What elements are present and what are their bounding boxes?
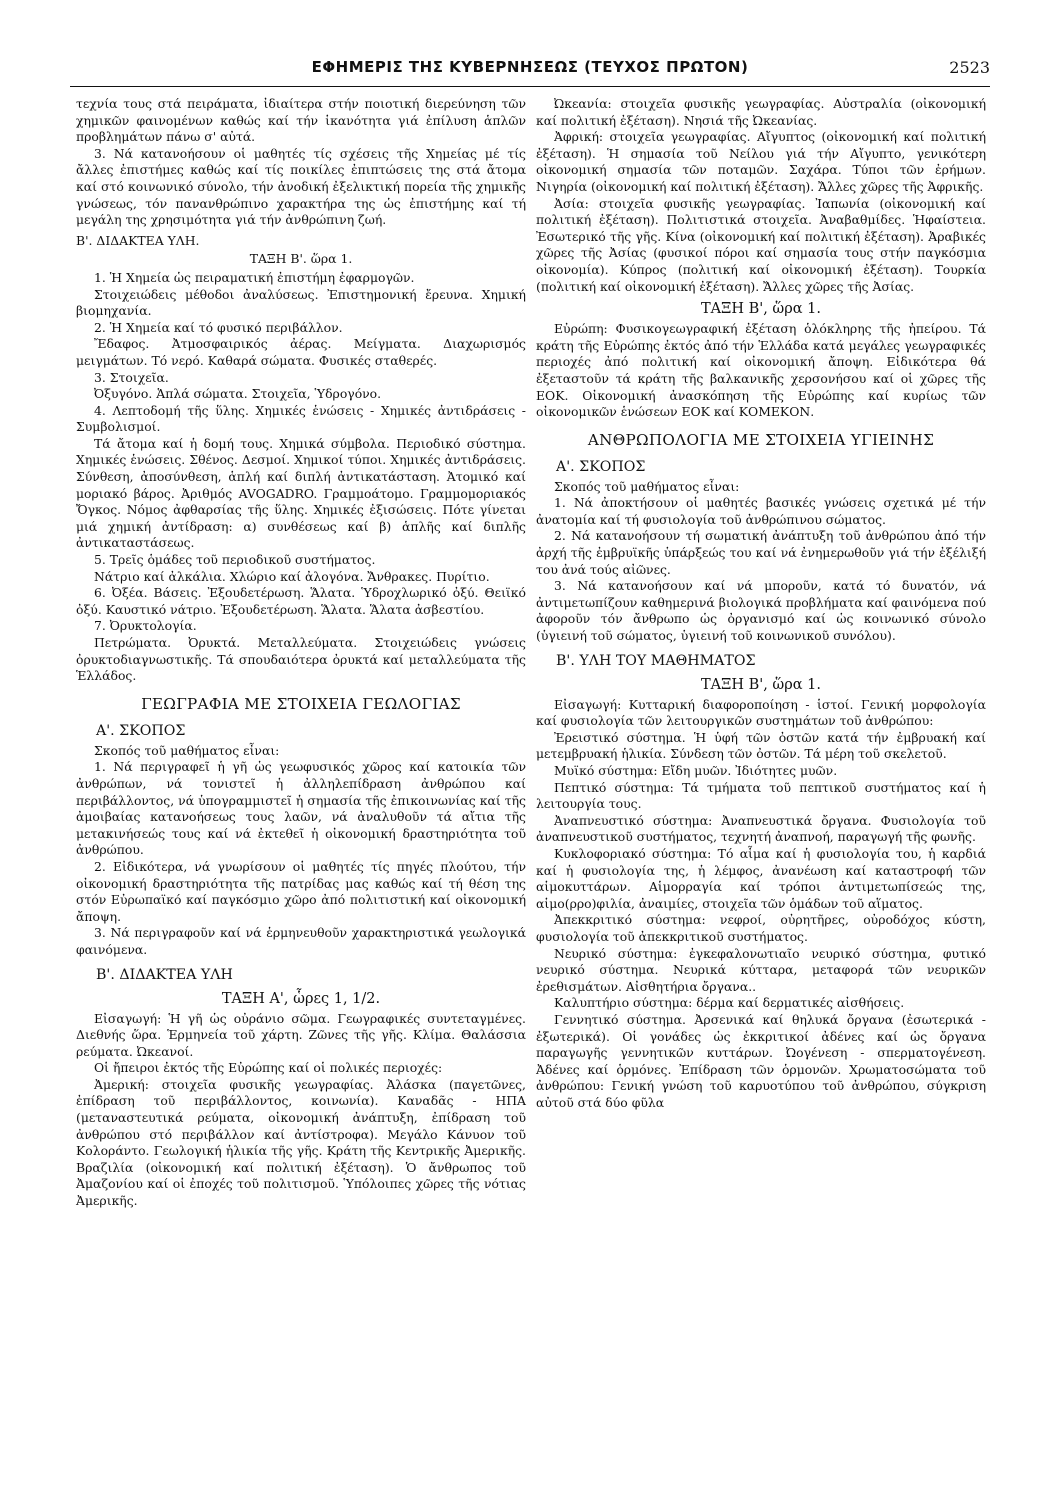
list-item: 6. Ὀξέα. Βάσεις. Ἐξουδετέρωση. Ἅλατα. Ὑδροχλωρικό ὀξύ. Θειϊκό ὀξύ. Καυστικό νάτριο. Ἐξουδετέρωση. Ἅλατα. Ἅλατα ἀσβεστίου.: [76, 585, 526, 617]
paragraph: Ἀσία: στοιχεῖα φυσικῆς γεωγραφίας. Ἰαπωνία (οἰκονομική καί πολιτική ἐξέταση). Πολιτιστικά στοιχεῖα. Ἀναβαθμίδες. Ἡφαίστεια. Ἐσωτερικό τῆς γῆς. Κίνα (οἰκονομική καί πολιτική ἐξέταση). Ἀραβικές χῶρες τῆς Ἀσίας (φυσικοί πόροι καί σημασία τους στήν παγκόσμια οἰκονομία). Κύπρος (πολιτική καί οἰκονομική ἐξέταση). Τουρκία (πολιτική καί οἰκονομική ἐξέταση). Ἄλλες χῶρες τῆς Ἀσίας.: [536, 195, 986, 294]
gazette-title: ΕΦΗΜΕΡΙΣ ΤΗΣ ΚΥΒΕΡΝΗΣΕΩΣ (ΤΕΥΧΟΣ ΠΡΩΤΟΝ): [311, 58, 749, 76]
paragraph: Ἀμερική: στοιχεῖα φυσικῆς γεωγραφίας. Ἀλάσκα (παγετῶνες, ἐπίδραση τοῦ περιβάλλοντος, κοινωνία). Καναδᾶς - ΗΠΑ (μεταναστευτικά ρεύματα, οἰκονομική ἀνάπτυξη, ἐπίδραση τοῦ ἀνθρώπου στό περιβάλλον καί ἀντίστροφα). Μεγάλο Κάνυον τοῦ Κολοράντο. Γεωλογική ἡλικία τῆς γῆς. Κράτη τῆς Κεντρικῆς Ἀμερικῆς. Βραζιλία (οἰκονομική καί πολιτική ἐξέταση). Ὁ ἄνθρωπος τοῦ Ἀμαζονίου καί οἱ ἐποχές τοῦ πολιτισμοῦ. Ὑπόλοιπες χῶρες τῆς νότιας Ἀμερικῆς.: [76, 1076, 526, 1209]
class-heading: ΤΑΞΗ Β', ὥρα 1.: [700, 301, 822, 318]
list-item: 2. Εἰδικότερα, νά γνωρίσουν οἱ μαθητές τίς πηγές πλούτου, τήν οἰκονομική δραστηριότητα τῆς πατρίδας μας καθώς καί τή θέση της στόν Εὐρωπαϊκό καί παγκόσμιο χῶρο ἀπό πολιτιστική καί οἰκονομική ἄποψη.: [76, 858, 526, 924]
list-item: 1. Νά ἀποκτήσουν οἱ μαθητές βασικές γνώσεις σχετικά μέ τήν ἀνατομία καί τή φυσιολογία τοῦ ἀνθρώπινου σώματος.: [536, 495, 986, 527]
paragraph: Ὠκεανία: στοιχεῖα φυσικῆς γεωγραφίας. Αὐστραλία (οἰκονομική καί πολιτική ἐξέταση). Νησιά τῆς Ὠκεανίας.: [536, 96, 986, 128]
paragraph: Οἱ ἤπειροι ἐκτός τῆς Εὐρώπης καί οἱ πολικές περιοχές:: [94, 1060, 443, 1076]
class-heading: ΤΑΞΗ Β', ὥρα 1.: [700, 676, 822, 693]
paragraph: τεχνία τους στά πειράματα, ἰδιαίτερα στήν ποιοτική διερεύνηση τῶν χημικῶν φαινομένων καθώς καί τήν ἱκανότητα γιά ἐπίλυση ἁπλῶν προβλημάτων πάνω σ' αὐτά.: [76, 96, 526, 145]
paragraph: Σκοπός τοῦ μαθήματος εἶναι:: [94, 742, 280, 758]
page-header: [70, 50, 990, 87]
paragraph: Ὀξυγόνο. Ἁπλά σώματα. Στοιχεῖα, Ὑδρογόνο.: [94, 386, 382, 402]
paragraph: Στοιχειώδεις μέθοδοι ἀναλύσεως. Ἐπιστημονική ἔρευνα. Χημική βιομηχανία.: [76, 286, 526, 319]
list-item: 3. Νά κατανοήσουν καί νά μποροῦν, κατά τό δυνατόν, νά ἀντιμετωπίζουν καθημερινά βιολογικά προβλήματα καί φαινόμενα πού ἀφοροῦν τόν ἄνθρωπο ὡς ὀργανισμό καί ὡς κοινωνικό σύνολο (ὑγιεινή τοῦ σώματος, ὑγιεινή τοῦ κοινωνικοῦ συνόλου).: [536, 578, 986, 644]
list-item: 5. Τρεῖς ὁμάδες τοῦ περιοδικοῦ συστήματος.: [94, 552, 376, 568]
paragraph: Εὐρώπη: Φυσικογεωγραφική ἐξέταση ὁλόκληρης τῆς ἠπείρου. Τά κράτη τῆς Εὐρώπης ἐκτός ἀπό τήν Ἑλλάδα κατά μεγάλες γεωγραφικές περιοχές ἀπό πολιτική καί οἰκονομική ἄποψη. Εἰδικότερα θά ἐξεταστοῦν τά κράτη τῆς βαλκανικῆς χερσονήσου καί οἱ χῶρες τῆς ΕΟΚ. Οἰκονομική ἀνασκόπηση τῆς Εὐρώπης καί κυρίως τῶν οἰκονομικῶν ἑνώσεων ΕΟΚ καί ΚΟΜΕΚΟΝ.: [536, 321, 986, 420]
paragraph: Νευρικό σύστημα: ἐγκεφαλονωτιαῖο νευρικό σύστημα, φυτικό νευρικό σύστημα. Νευρικά κύτταρα, μεταφορά τῶν νευρικῶν ἐρεθισμάτων. Αἰσθητήρια ὄργανα..: [536, 945, 986, 994]
list-item: 2. Ἡ Χημεία καί τό φυσικό περιβάλλον.: [94, 319, 343, 335]
paragraph: Γεννητικό σύστημα. Ἀρσενικά καί θηλυκά ὄργανα (ἐσωτερικά - ἐξωτερικά). Οἱ γονάδες ὡς ἐκκριτικοί ἀδένες καί ὡς ὄργανα παραγωγῆς γεννητικῶν κυττάρων. Ὠογένεση - σπερματογένεση. Ἀδένες καί ὁρμόνες. Ἐπίδραση τῶν ὁρμονῶν. Χρωματοσώματα τοῦ ἀνθρώπου: Γενική γνώση τοῦ καρυοτύπου τοῦ ἀνθρώπου, σύγκριση αὐτοῦ στά δύο φῦλα: [536, 1011, 986, 1110]
paragraph: Πεπτικό σύστημα: Τά τμήματα τοῦ πεπτικοῦ συστήματος καί ἡ λειτουργία τους.: [536, 779, 986, 812]
paragraph: Ἀπεκκριτικό σύστημα: νεφροί, οὐρητῆρες, οὐροδόχος κύστη, φυσιολογία τοῦ ἀπεκκριτικοῦ συστήματος.: [536, 912, 986, 944]
paragraph: Ἔδαφος. Ἀτμοσφαιρικός ἀέρας. Μείγματα. Διαχωρισμός μειγμάτων. Τό νερό. Καθαρά σώματα. Φυσικές σταθερές.: [76, 336, 526, 368]
list-item: 2. Νά κατανοήσουν τή σωματική ἀνάπτυξη τοῦ ἀνθρώπου ἀπό τήν ἀρχή τῆς ἐμβρυϊκῆς ὑπάρξεώς του καί νά ἐνημερωθοῦν γιά τήν ἐξέλιξή του ἀνά τούς αἰῶνες.: [536, 528, 986, 577]
class-heading: ΤΑΞΗ Β'. ὥρα 1.: [249, 251, 353, 267]
list-item: 1. Νά περιγραφεῖ ἡ γῆ ὡς γεωφυσικός χῶρος καί κατοικία τῶν ἀνθρώπων, νά τονιστεῖ ἡ ἀλληλεπίδραση ἀνθρώπου καί περιβάλλοντος, νά ὑπογραμμιστεῖ ἡ σημασία τῆς ἐπικοινωνίας καί τῆς ἀμοιβαίας κατανοήσεως τους λαῶν, νά ἀναλυθοῦν τά αἴτια τῆς μετακινήσεώς τους καί νά ἐκτεθεῖ ἡ οἰκονομική δραστηριότητα τοῦ ἀνθρώπου.: [76, 759, 526, 858]
section-heading: Α'. ΣΚΟΠΟΣ: [556, 458, 646, 475]
section-heading: Α'. ΣΚΟΠΟΣ: [96, 722, 186, 739]
paragraph: Μυϊκό σύστημα: Εἴδη μυῶν. Ἰδιότητες μυῶν.: [554, 763, 838, 778]
paragraph: Εἰσαγωγή: Κυτταρική διαφοροποίηση - ἱστοί. Γενική μορφολογία καί φυσιολογία τῶν λειτουργικῶν συστημάτων τοῦ ἀνθρώπου:: [536, 696, 986, 729]
class-heading: ΤΑΞΗ Α', ὧρες 1, 1/2.: [221, 990, 381, 1007]
paragraph: Εἰσαγωγή: Ἡ γῆ ὡς οὐράνιο σῶμα. Γεωγραφικές συντεταγμένες. Διεθνής ὥρα. Ἑρμηνεία τοῦ χάρτη. Ζῶνες τῆς γῆς. Κλίμα. Θαλάσσια ρεύματα. Ὠκεανοί.: [76, 1010, 526, 1059]
list-item: 3. Νά περιγραφοῦν καί νά ἑρμηνευθοῦν χαρακτηριστικά γεωλογικά φαινόμενα.: [76, 925, 526, 957]
paragraph: Κυκλοφοριακό σύστημα: Τό αἷμα καί ἡ φυσιολογία του, ἡ καρδιά καί ἡ φυσιολογία της, ἡ λέμφος, ἀνανέωση καί καταστροφή τῶν αἱμοκυττάρων. Αἱμορραγία καί τρόποι ἀντιμετωπίσεώς της, αἱμο(ρρο)φιλία, ἀναιμίες, στοιχεῖα τῶν ὁμάδων τοῦ αἵματος.: [536, 845, 986, 911]
list-item: 1. Ἡ Χημεία ὡς πειραματική ἐπιστήμη ἐφαρμογῶν.: [94, 269, 415, 285]
page-number: 2523: [949, 58, 990, 77]
right-column: [536, 96, 986, 1111]
left-column: [76, 96, 526, 1210]
paragraph: 3. Νά κατανοήσουν οἱ μαθητές τίς σχέσεις τῆς Χημείας μέ τίς ἄλλες ἐπιστήμες καθώς καί τίς ποικίλες ἐπιπτώσεις της στά ἄτομα καί στό κοινωνικό σύνολο, τήν ἀνοδική ἐξελικτική πορεία τῆς χημικῆς γνώσεως, τόν πανανθρώπινο χαρακτήρα της ὡς ἐπιστήμης καί τή μεγάλη της χρησιμότητα γιά τήν ἀνθρώπινη ζωή.: [76, 145, 526, 228]
list-item: 7. Ὀρυκτολογία.: [94, 618, 197, 634]
subject-heading: ΑΝΘΡΩΠΟΛΟΓΙΑ ΜΕ ΣΤΟΙΧΕΙΑ ΥΓΙΕΙΝΗΣ: [587, 430, 935, 449]
paragraph: Πετρώματα. Ὀρυκτά. Μεταλλεύματα. Στοιχειώδεις γνώσεις ὀρυκτοδιαγνωστικῆς. Τά σπουδαιότερα ὀρυκτά καί μεταλλεύματα τῆς Ἑλλάδος.: [76, 635, 526, 684]
paragraph: Ἀναπνευστικό σύστημα: Ἀναπνευστικά ὄργανα. Φυσιολογία τοῦ ἀναπνευστικοῦ συστήματος, τεχνητή ἀναπνοή, παραγωγή τῆς φωνῆς.: [536, 812, 986, 845]
list-item: 3. Στοιχεῖα.: [94, 369, 169, 385]
section-heading: Β'. ΥΛΗ ΤΟΥ ΜΑΘΗΜΑΤΟΣ: [556, 652, 756, 669]
paragraph: Καλυπτήριο σύστημα: δέρμα καί δερματικές αἰσθήσεις.: [554, 995, 905, 1011]
section-heading: Β'. ΔΙΔΑΚΤΕΑ ΥΛΗ: [96, 966, 233, 983]
paragraph: Ἐρειστικό σύστημα. Ἡ ὑφή τῶν ὀστῶν κατά τήν ἐμβρυακή καί μετεμβρυακή ἡλικία. Σύνδεση τῶν ὀστῶν. Τά μέρη τοῦ σκελετοῦ.: [536, 729, 986, 762]
list-item: 4. Λεπτοδομή τῆς ὕλης. Χημικές ἑνώσεις - Χημικές ἀντιδράσεις - Συμβολισμοί.: [76, 402, 526, 435]
subject-heading: ΓΕΩΓΡΑΦΙΑ ΜΕ ΣΤΟΙΧΕΙΑ ΓΕΩΛΟΓΙΑΣ: [141, 694, 461, 713]
section-heading: Β'. ΔΙΔΑΚΤΕΑ ΥΛΗ.: [76, 232, 200, 248]
paragraph: Τά ἄτομα καί ἡ δομή τους. Χημικά σύμβολα. Περιοδικό σύστημα. Χημικές ἑνώσεις. Σθένος. Δεσμοί. Χημικοί τύποι. Χημικές ἀντιδράσεις. Σύνθεση, ἀποσύνθεση, ἁπλή καί διπλή ἀντικατάσταση. Ἀτομικό καί μοριακό βάρος. Ἀριθμός AVOGADRO. Γραμμοάτομο. Γραμμομοριακός Ὄγκος. Νόμος ἀφθαρσίας τῆς ὕλης. Χημικές ἐξισώσεις. Πότε γίνεται μιά χημική ἀντίδραση: α) συνθέσεως καί β) ἁπλῆς καί διπλῆς ἀντικαταστάσεως.: [76, 435, 526, 551]
paragraph: Ἀφρική: στοιχεῖα γεωγραφίας. Αἴγυπτος (οἰκονομική καί πολιτική ἐξέταση). Ἡ σημασία τοῦ Νείλου γιά τήν Αἴγυπτο, γενικότερη οἰκονομική σημασία τῶν ποταμῶν. Σαχάρα. Τύποι τῶν ἐρήμων. Νιγηρία (οἰκονομική καί πολιτική ἐξέταση). Ἄλλες χῶρες τῆς Ἀφρικῆς.: [536, 129, 986, 194]
paragraph: Νάτριο καί ἀλκάλια. Χλώριο καί ἀλογόνα. Ἄνθρακες. Πυρίτιο.: [94, 568, 490, 584]
paragraph: Σκοπός τοῦ μαθήματος εἶναι:: [554, 478, 740, 494]
